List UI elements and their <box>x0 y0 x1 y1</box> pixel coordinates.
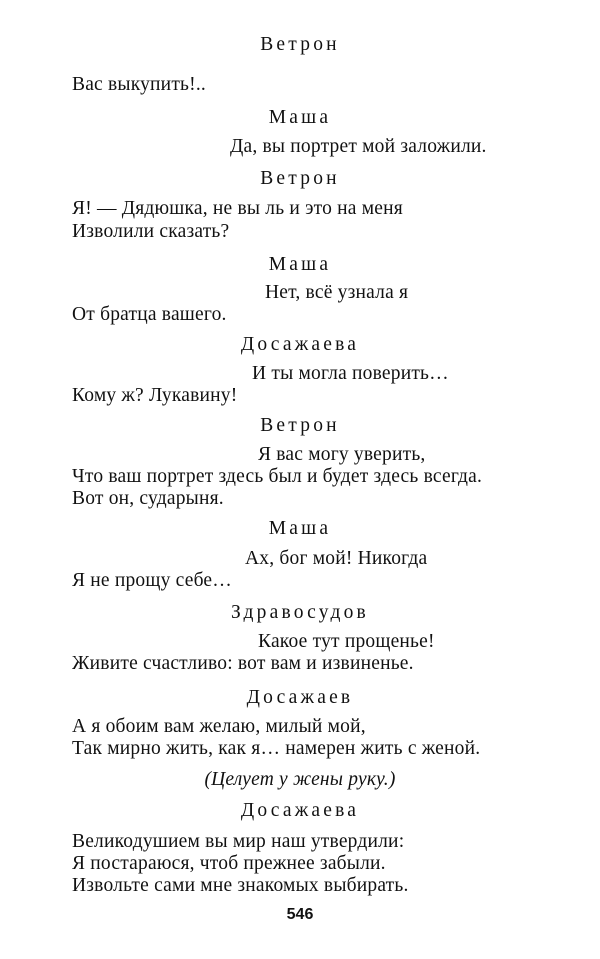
verse-line: Я постараюся, чтоб прежнее забыли. <box>72 853 386 874</box>
speaker-name: Маша <box>268 518 332 539</box>
verse-line: Что ваш портрет здесь был и будет здесь всегда. <box>72 466 483 487</box>
speaker-name: Маша <box>268 254 332 275</box>
speaker-name: Маша <box>268 107 332 128</box>
verse-line: От братца вашего. <box>72 304 227 325</box>
verse-line: Я вас могу уверить, <box>258 444 426 465</box>
verse-line: Ах, бог мой! Никогда <box>245 548 428 569</box>
verse-line: Нет, всё узнала я <box>265 282 409 303</box>
verse-line: Изволили сказать? <box>72 221 230 242</box>
speaker-name: Досажаева <box>240 334 360 355</box>
verse-line: Какое тут прощенье! <box>258 631 435 652</box>
verse-line: Я не прощу себе… <box>72 570 232 591</box>
page-number: 546 <box>286 906 314 923</box>
verse-line: Кому ж? Лукавину! <box>72 385 238 406</box>
speaker-name: Ветрон <box>260 34 340 55</box>
speaker-name: Досажаева <box>240 800 360 821</box>
verse-line: И ты могла поверить… <box>252 363 449 384</box>
verse-line: Да, вы портрет мой заложили. <box>230 136 487 157</box>
stage-direction: (Целует у жены руку.) <box>204 769 396 790</box>
verse-line: Вот он, сударыня. <box>72 488 224 509</box>
speaker-name: Ветрон <box>260 168 340 189</box>
verse-line: Так мирно жить, как я… намерен жить с женой. <box>72 738 481 759</box>
verse-line: Извольте сами мне знакомых выбирать. <box>72 875 409 896</box>
speaker-name: Здравосудов <box>231 602 369 623</box>
verse-line: Живите счастливо: вот вам и извиненье. <box>72 653 414 674</box>
verse-line: А я обоим вам желаю, милый мой, <box>72 716 366 737</box>
verse-line: Великодушием вы мир наш утвердили: <box>72 831 405 852</box>
verse-line: Я! — Дядюшка, не вы ль и это на меня <box>72 198 403 219</box>
verse-line: Вас выкупить!.. <box>72 74 206 95</box>
speaker-name: Ветрон <box>260 415 340 436</box>
speaker-name: Досажаев <box>246 687 354 708</box>
